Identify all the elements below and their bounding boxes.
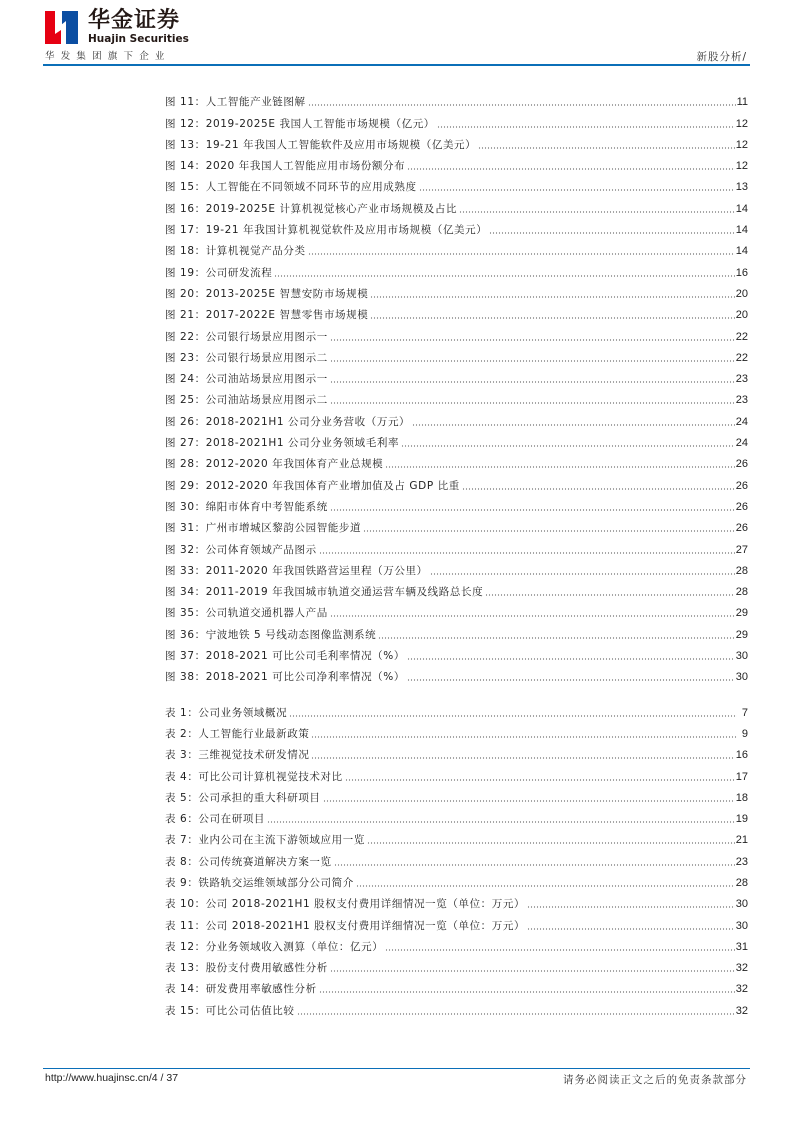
dot-leader (401, 445, 735, 447)
toc-table-entry[interactable] (165, 741, 748, 762)
toc-page-number: 12 (735, 160, 748, 173)
dot-leader (385, 466, 734, 468)
toc-page-number: 26 (735, 522, 748, 535)
dot-leader (330, 509, 735, 511)
section-gap (165, 684, 748, 698)
toc-page-number: 22 (735, 330, 748, 343)
toc-entry-label: 图 27：2018-2021H1 公司分业务领域毛利率 (165, 437, 400, 450)
toc-page-number: 23 (735, 855, 748, 868)
toc-page-number: 12 (735, 117, 748, 130)
table-index (165, 698, 748, 1017)
toc-page-number: 29 (735, 607, 748, 620)
toc-entry-label: 图 32：公司体育领域产品图示 (165, 543, 317, 556)
toc-entry-label: 表 8：公司传统赛道解决方案一览 (165, 855, 332, 868)
toc-entry-label: 图 14：2020 年我国人工智能应用市场份额分布 (165, 160, 406, 173)
page-header (0, 0, 793, 70)
toc-page-number: 26 (735, 479, 748, 492)
toc-figure-entry[interactable] (165, 535, 748, 556)
toc-figure-entry[interactable] (165, 152, 748, 173)
dot-leader (323, 800, 735, 802)
dot-leader (308, 104, 736, 106)
dot-leader (330, 970, 735, 972)
dot-leader (363, 530, 735, 532)
dot-leader (311, 757, 734, 759)
table-of-contents (165, 88, 748, 1018)
toc-figure-entry[interactable] (165, 365, 748, 386)
toc-entry-label: 图 16：2019-2025E 计算机视觉核心产业市场规模及占比 (165, 202, 458, 215)
toc-entry-label: 表 15：可比公司估值比较 (165, 1004, 295, 1017)
toc-page-number: 29 (735, 628, 748, 641)
toc-entry-label: 图 20：2013-2025E 智慧安防市场规模 (165, 287, 369, 300)
toc-entry-label: 图 30：绵阳市体育中考智能系统 (165, 500, 328, 513)
toc-entry-label: 图 19：公司研发流程 (165, 266, 273, 279)
dot-leader (334, 864, 735, 866)
toc-entry-label: 表 6：公司在研项目 (165, 813, 266, 826)
toc-figure-entry[interactable] (165, 663, 748, 684)
dot-leader (345, 779, 735, 781)
toc-table-entry[interactable] (165, 975, 748, 996)
toc-figure-entry[interactable] (165, 173, 748, 194)
toc-page-number: 14 (735, 224, 748, 237)
toc-entry-label: 图 29：2012-2020 年我国体育产业增加值及占 GDP 比重 (165, 479, 460, 492)
toc-page-number: 20 (735, 287, 748, 300)
toc-page-number: 27 (735, 543, 748, 556)
toc-page-number: 24 (735, 437, 748, 450)
dot-leader (485, 594, 735, 596)
figure-index (165, 88, 748, 684)
toc-table-entry[interactable] (165, 890, 748, 911)
toc-entry-label: 表 3：三维视觉技术研发情况 (165, 749, 310, 762)
toc-table-entry[interactable] (165, 762, 748, 783)
dot-leader (330, 339, 735, 341)
dot-leader (478, 147, 735, 149)
toc-page-number: 30 (735, 919, 748, 932)
dot-leader (370, 317, 734, 319)
toc-entry-label: 图 26：2018-2021H1 公司分业务营收（万元） (165, 415, 411, 428)
toc-table-entry[interactable] (165, 826, 748, 847)
toc-entry-label: 图 13：19-21 年我国人工智能软件及应用市场规模（亿美元） (165, 138, 477, 151)
toc-page-number: 26 (735, 458, 748, 471)
toc-figure-entry[interactable] (165, 514, 748, 535)
toc-table-entry[interactable] (165, 996, 748, 1017)
toc-table-entry[interactable] (165, 911, 748, 932)
toc-page-number: 23 (735, 394, 748, 407)
toc-page-number: 14 (735, 202, 748, 215)
section-label: 新股分析/ (696, 51, 747, 63)
toc-figure-entry[interactable] (165, 88, 748, 109)
toc-page-number: 16 (735, 749, 748, 762)
toc-figure-entry[interactable] (165, 344, 748, 365)
toc-page-number: 32 (735, 983, 748, 996)
dot-leader (330, 402, 735, 404)
logo-subtitle: 华发集团旗下企业 (45, 51, 171, 62)
logo-english-name: Huajin Securities (88, 33, 189, 45)
toc-figure-entry[interactable] (165, 471, 748, 492)
toc-entry-label: 图 35：公司轨道交通机器人产品 (165, 607, 328, 620)
toc-page-number: 30 (735, 898, 748, 911)
toc-table-entry[interactable] (165, 933, 748, 954)
toc-table-entry[interactable] (165, 954, 748, 975)
toc-entry-label: 图 18：计算机视觉产品分类 (165, 245, 306, 258)
dot-leader (419, 189, 735, 191)
toc-page-number: 9 (741, 727, 748, 740)
toc-entry-label: 表 4：可比公司计算机视觉技术对比 (165, 770, 343, 783)
toc-page-number: 12 (735, 138, 748, 151)
toc-entry-label: 表 10：公司 2018-2021H1 股权支付费用详细情况一览（单位：万元） (165, 898, 526, 911)
toc-figure-entry[interactable] (165, 407, 748, 428)
toc-page-number: 16 (735, 266, 748, 279)
toc-figure-entry[interactable] (165, 194, 748, 215)
dot-leader (367, 842, 735, 844)
dot-leader (459, 211, 735, 213)
dot-leader (462, 488, 735, 490)
toc-entry-label: 图 21：2017-2022E 智慧零售市场规模 (165, 309, 369, 322)
toc-entry-label: 表 5：公司承担的重大科研项目 (165, 791, 321, 804)
dot-leader (311, 736, 737, 738)
toc-entry-label: 图 25：公司油站场景应用图示二 (165, 394, 328, 407)
toc-figure-entry[interactable] (165, 386, 748, 407)
dot-leader (267, 821, 735, 823)
toc-entry-label: 表 9：铁路轨交运维领域部分公司简介 (165, 876, 354, 889)
toc-page-number: 28 (735, 586, 748, 599)
dot-leader (297, 1013, 735, 1015)
toc-page-number: 13 (735, 181, 748, 194)
toc-figure-entry[interactable] (165, 131, 748, 152)
toc-entry-label: 表 12：分业务领域收入测算（单位：亿元） (165, 940, 384, 953)
toc-page-number: 11 (736, 96, 748, 109)
header-divider (43, 64, 750, 66)
toc-figure-entry[interactable] (165, 322, 748, 343)
toc-figure-entry[interactable] (165, 642, 748, 663)
toc-table-entry[interactable] (165, 720, 748, 741)
toc-figure-entry[interactable] (165, 620, 748, 641)
toc-entry-label: 图 24：公司油站场景应用图示一 (165, 373, 328, 386)
toc-entry-label: 图 33：2011-2020 年我国铁路营运里程（万公里） (165, 564, 428, 577)
toc-figure-entry[interactable] (165, 578, 748, 599)
toc-figure-entry[interactable] (165, 280, 748, 301)
toc-page-number: 24 (735, 415, 748, 428)
toc-figure-entry[interactable] (165, 450, 748, 471)
toc-entry-label: 表 7：业内公司在主流下游领域应用一览 (165, 834, 365, 847)
dot-leader (407, 658, 735, 660)
dot-leader (527, 906, 735, 908)
toc-entry-label: 图 15：人工智能在不同领域不同环节的应用成熟度 (165, 181, 417, 194)
toc-entry-label: 图 17：19-21 年我国计算机视觉软件及应用市场规模（亿美元） (165, 224, 488, 237)
toc-page-number: 21 (735, 834, 748, 847)
dot-leader (378, 637, 734, 639)
toc-entry-label: 图 36：宁波地铁 5 号线动态图像监测系统 (165, 628, 377, 641)
toc-page-number: 23 (735, 373, 748, 386)
huajin-logo-icon (45, 11, 78, 44)
toc-page-number: 14 (735, 245, 748, 258)
dot-leader (407, 679, 735, 681)
dot-leader (330, 360, 735, 362)
dot-leader (430, 573, 735, 575)
footer-url-page[interactable]: http://www.huajinsc.cn/4 / 37 (45, 1072, 179, 1084)
dot-leader (319, 991, 735, 993)
dot-leader (489, 232, 734, 234)
toc-table-entry[interactable] (165, 784, 748, 805)
dot-leader (319, 552, 735, 554)
footer-disclaimer: 请务必阅读正文之后的免责条款部分 (563, 1074, 747, 1086)
toc-figure-entry[interactable] (165, 216, 748, 237)
toc-page-number: 17 (735, 770, 748, 783)
dot-leader (274, 275, 734, 277)
toc-figure-entry[interactable] (165, 237, 748, 258)
logo-chinese-name: 华金证券 (88, 8, 181, 33)
footer-divider (43, 1068, 750, 1069)
toc-entry-label: 图 38：2018-2021 可比公司净利率情况（%） (165, 671, 405, 684)
toc-entry-label: 图 31：广州市增城区黎韵公园智能步道 (165, 522, 362, 535)
toc-page-number: 22 (735, 351, 748, 364)
toc-entry-label: 图 12：2019-2025E 我国人工智能市场规模（亿元） (165, 117, 435, 130)
dot-leader (437, 126, 735, 128)
toc-entry-label: 图 11：人工智能产业链图解 (165, 96, 306, 109)
dot-leader (385, 949, 734, 951)
toc-page-number: 30 (735, 650, 748, 663)
dot-leader (370, 296, 734, 298)
toc-table-entry[interactable] (165, 698, 748, 719)
toc-entry-label: 图 28：2012-2020 年我国体育产业总规模 (165, 458, 384, 471)
toc-page-number: 18 (735, 791, 748, 804)
dot-leader (356, 885, 735, 887)
dot-leader (308, 253, 735, 255)
toc-page-number: 31 (735, 940, 748, 953)
toc-figure-entry[interactable] (165, 109, 748, 130)
toc-entry-label: 表 2：人工智能行业最新政策 (165, 727, 310, 740)
toc-entry-label: 图 34：2011-2019 年我国城市轨道交通运营车辆及线路总长度 (165, 586, 484, 599)
toc-entry-label: 表 13：股份支付费用敏感性分析 (165, 962, 328, 975)
toc-figure-entry[interactable] (165, 258, 748, 279)
toc-page-number: 32 (735, 1004, 748, 1017)
toc-entry-label: 图 23：公司银行场景应用图示二 (165, 351, 328, 364)
toc-figure-entry[interactable] (165, 557, 748, 578)
dot-leader (527, 928, 735, 930)
dot-leader (330, 615, 735, 617)
toc-page-number: 19 (735, 813, 748, 826)
toc-figure-entry[interactable] (165, 429, 748, 450)
toc-page-number: 30 (735, 671, 748, 684)
toc-table-entry[interactable] (165, 805, 748, 826)
dot-leader (330, 381, 735, 383)
toc-table-entry[interactable] (165, 869, 748, 890)
toc-entry-label: 图 37：2018-2021 可比公司毛利率情况（%） (165, 650, 405, 663)
toc-page-number: 28 (735, 564, 748, 577)
toc-entry-label: 表 1：公司业务领域概况 (165, 706, 288, 719)
toc-page-number: 32 (735, 962, 748, 975)
toc-page-number: 26 (735, 500, 748, 513)
dot-leader (407, 168, 734, 170)
toc-entry-label: 图 22：公司银行场景应用图示一 (165, 330, 328, 343)
toc-figure-entry[interactable] (165, 493, 748, 514)
dot-leader (412, 424, 735, 426)
toc-figure-entry[interactable] (165, 599, 748, 620)
toc-entry-label: 表 11：公司 2018-2021H1 股权支付费用详细情况一览（单位：万元） (165, 919, 526, 932)
toc-page-number: 7 (741, 706, 748, 719)
toc-table-entry[interactable] (165, 847, 748, 868)
toc-page-number: 20 (735, 309, 748, 322)
toc-figure-entry[interactable] (165, 301, 748, 322)
toc-entry-label: 表 14：研发费用率敏感性分析 (165, 983, 317, 996)
toc-page-number: 28 (735, 876, 748, 889)
dot-leader (289, 715, 737, 717)
